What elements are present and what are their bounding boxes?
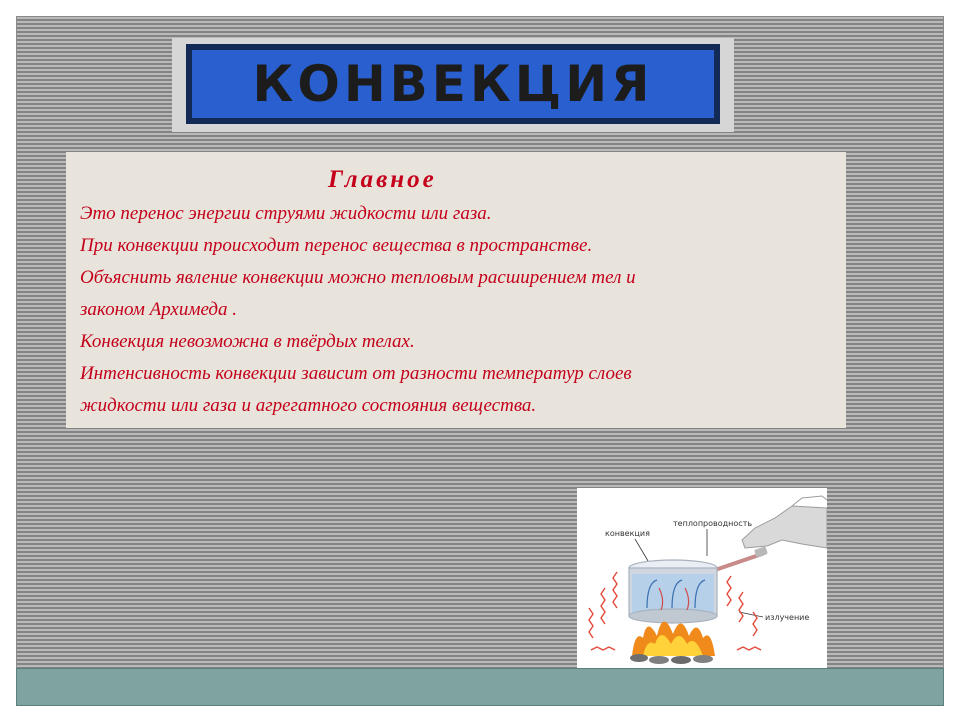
content-line: законом Архимеда . [80,299,238,320]
content-line: При конвекции происходит перенос вещества в пространстве. [80,235,593,256]
content-heading: Главное [328,166,437,193]
label-radiation: излучение [765,613,810,622]
label-convection: конвекция [605,529,650,538]
slide-title: КОНВЕКЦИЯ [252,55,654,113]
content-line: Конвекция невозможна в твёрдых телах. [80,331,415,352]
content-line: Это перенос энергии струями жидкости или газа. [80,203,492,224]
content-line: Интенсивность конвекции зависит от разности температур слоев [80,363,632,384]
label-conduction: теплопроводность [673,519,753,528]
title-sign [186,44,720,124]
footer-bar [16,668,944,706]
content-line: Объяснить явление конвекции можно тепловым расширением тел и [80,267,636,288]
pot-on-fire-icon [577,488,827,668]
content-box [66,152,846,428]
title-plate [172,38,734,132]
content-line: жидкости или газа и агрегатного состояния вещества. [80,395,537,416]
